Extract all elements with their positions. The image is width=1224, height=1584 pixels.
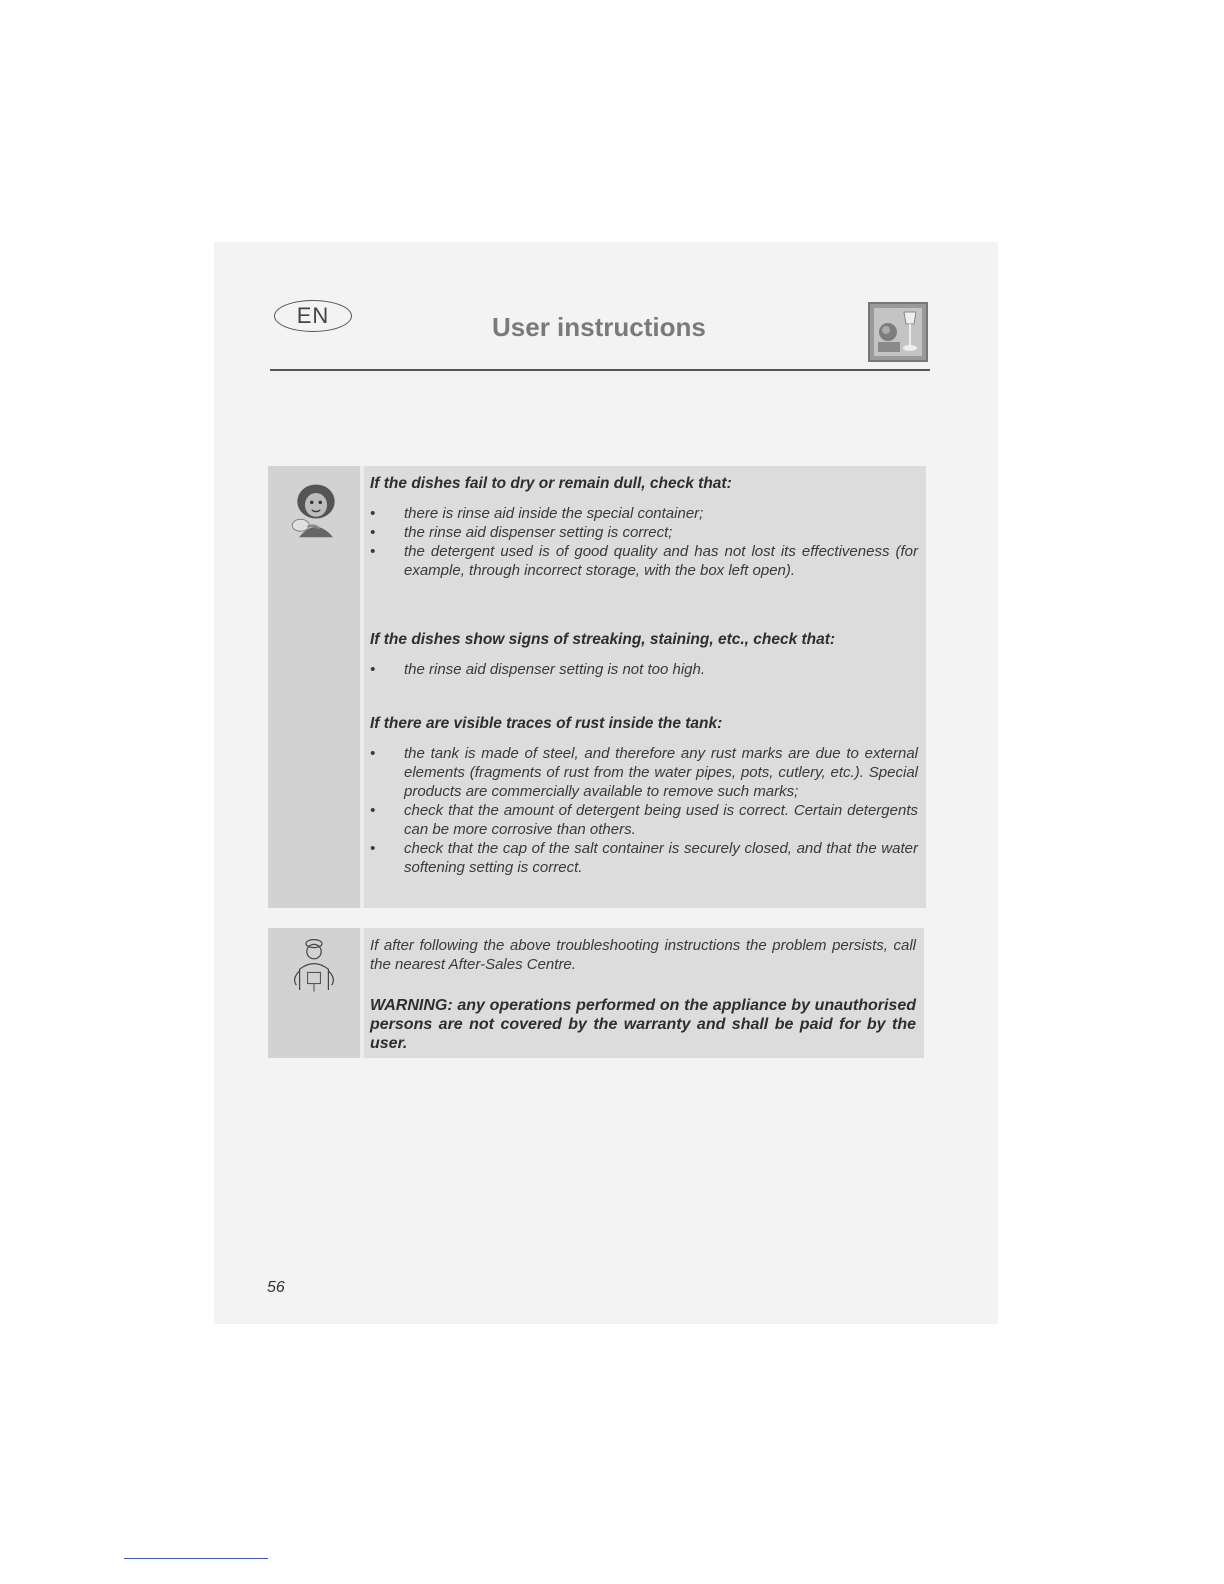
checklist (370, 744, 918, 877)
thinking-woman-icon (282, 476, 350, 544)
list-item: • check that the cap of the salt container is securely closed, and that the water softening setting is correct. (370, 840, 918, 876)
section-heading: If the dishes fail to dry or remain dull, check that: (370, 475, 732, 492)
checklist (370, 660, 918, 679)
rust-group (370, 715, 918, 877)
list-item: • there is rinse aid inside the special container; (370, 505, 704, 522)
list-item: • the rinse aid dispenser setting is correct; (370, 524, 673, 541)
warranty-warning: WARNING: any operations performed on the appliance by unauthorised persons are not covered by the warranty and shall be paid for by the user. (370, 997, 916, 1052)
service-panel (268, 928, 924, 1058)
technician-icon (282, 934, 346, 998)
dry-dull-group (370, 475, 918, 580)
service-instruction: If after following the above troubleshooting instructions the problem persists, call the nearest After-Sales Centre. (370, 937, 916, 973)
page-header (270, 296, 928, 370)
dishwasher-icon (868, 302, 928, 362)
list-item: • the rinse aid dispenser setting is not too high. (370, 661, 706, 678)
page-title: User instructions (492, 312, 706, 342)
language-badge: EN (274, 300, 352, 332)
page-number: 56 (267, 1279, 285, 1296)
streaking-group (370, 631, 918, 679)
header-divider (270, 369, 930, 371)
checklist (370, 504, 918, 580)
troubleshooting-panel (268, 466, 926, 908)
section-heading: If there are visible traces of rust inside the tank: (370, 715, 723, 732)
list-item: • check that the amount of detergent being used is correct. Certain detergents can be more corrosive than others. (370, 802, 918, 838)
list-item: • the detergent used is of good quality and has not lost its effectiveness (for example, through incorrect storage, with the box left open). (370, 543, 918, 579)
panel-sidebar (268, 928, 364, 1058)
panel-sidebar (268, 466, 364, 908)
footer-link-underline (124, 1558, 268, 1559)
list-item: • the tank is made of steel, and therefore any rust marks are due to external elements (fragments of rust from the water pipes, pots, cutlery, etc.). Special products are commercially available to remove such marks; (370, 745, 918, 800)
section-heading: If the dishes show signs of streaking, staining, etc., check that: (370, 631, 836, 648)
